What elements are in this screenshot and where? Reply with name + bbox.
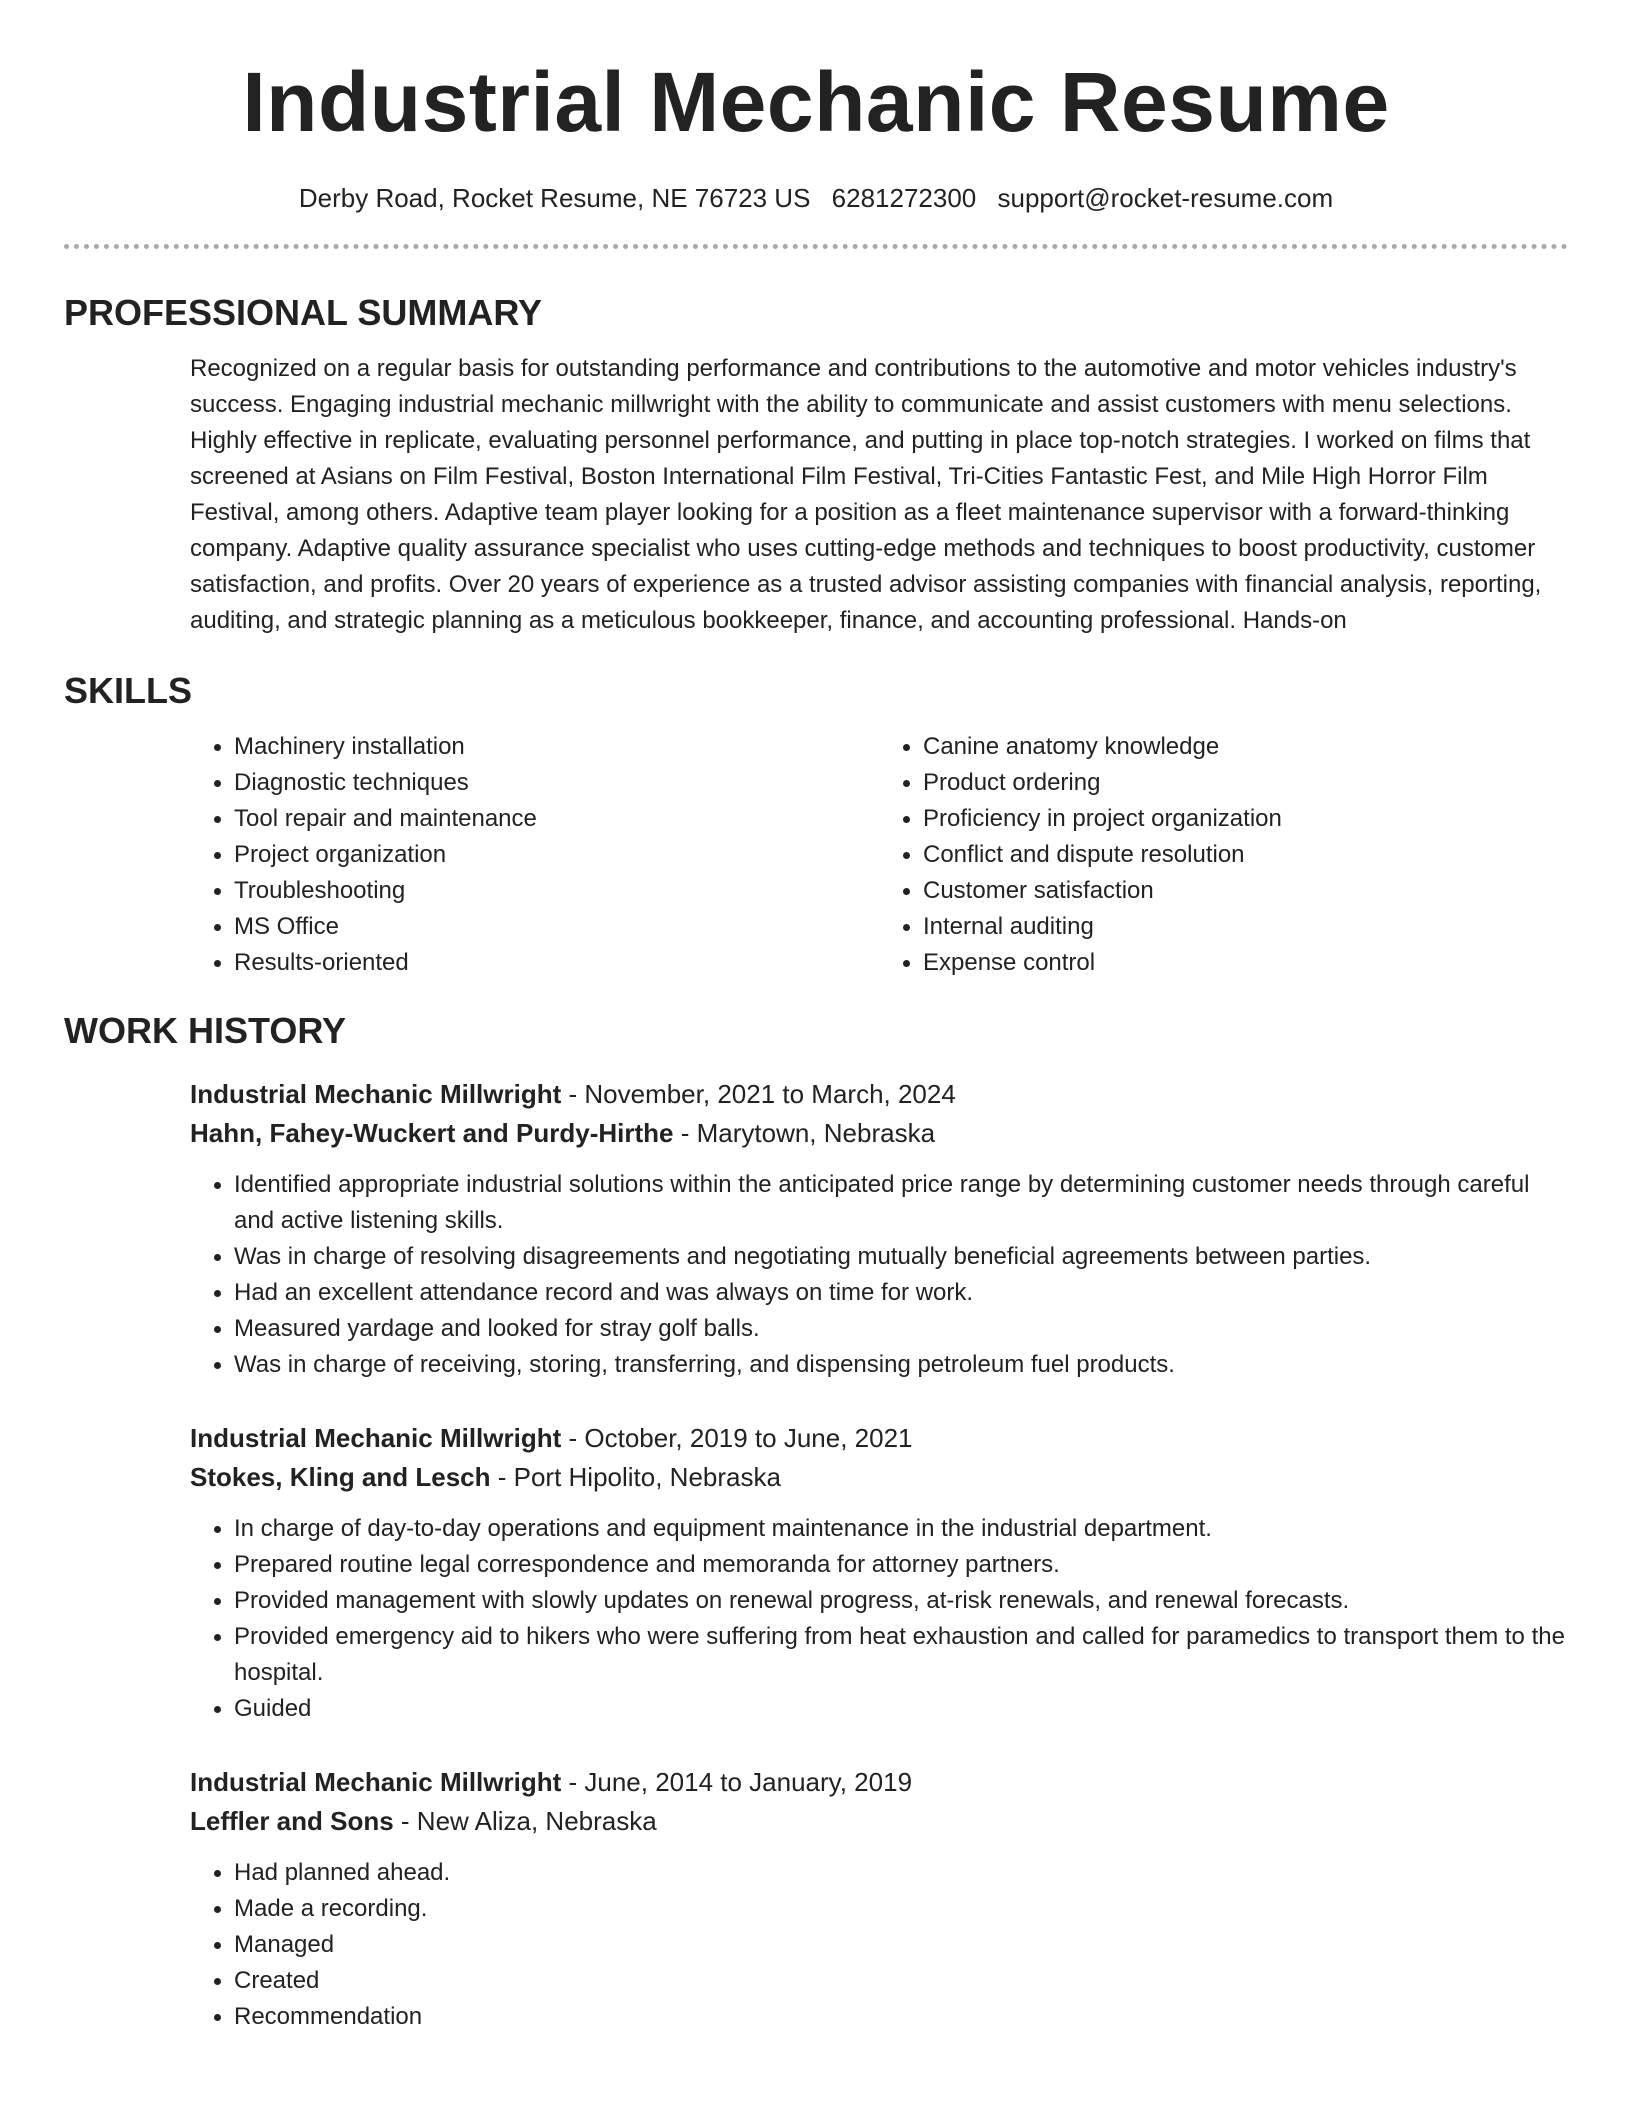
- summary-text: Recognized on a regular basis for outstanding performance and contributions to the automotive and motor vehicles industry's success. Engaging industrial mechanic millwright with the ability to communicate and assist customers with menu selections. Highly effective in replicate, evaluating personnel performance, and putting in place top-notch strategies. I worked on films that screened at Asians on Film Festival, Boston International Film Festival, Tri-Cities Fantastic Fest, and Mile High Horror Film Festival, among others. Adaptive team player looking for a position as a fleet maintenance supervisor with a forward-thinking company. Adaptive quality assurance specialist who uses cutting-edge methods and techniques to boost productivity, customer satisfaction, and profits. Over 20 years of experience as a trusted advisor assisting companies with financial analysis, reporting, auditing, and strategic planning as a meticulous bookkeeper, finance, and accounting professional. Hands-on: [190, 355, 1542, 634]
- job-bullet: • Guided: [234, 1691, 1568, 1727]
- job-bullet: • Managed: [234, 1927, 1568, 1963]
- job-bullet: • Made a recording.: [234, 1891, 1568, 1927]
- job-role: Industrial Mechanic Millwright: [190, 1423, 562, 1453]
- job-bullet: • Measured yardage and looked for stray golf balls.: [234, 1311, 1568, 1347]
- job-role: Industrial Mechanic Millwright: [190, 1767, 562, 1797]
- contact-email: support@rocket-resume.com: [997, 183, 1334, 213]
- skill-item: • Project organization: [234, 837, 879, 873]
- job-bullet: • Recommendation: [234, 1999, 1568, 2035]
- skill-item: • Diagnostic techniques: [234, 765, 879, 801]
- job-location: - Port Hipolito, Nebraska: [490, 1462, 781, 1492]
- job-bullet-list: [190, 1167, 1568, 1383]
- skill-item: • Conflict and dispute resolution: [923, 837, 1568, 873]
- job-company: Stokes, Kling and Lesch: [190, 1462, 491, 1492]
- job-bullet: • In charge of day-to-day operations and equipment maintenance in the industrial department.: [234, 1511, 1568, 1547]
- skill-item: • Machinery installation: [234, 729, 879, 765]
- job-bullet: • Was in charge of receiving, storing, transferring, and dispensing petroleum fuel products.: [234, 1347, 1568, 1383]
- skill-item: • Troubleshooting: [234, 873, 879, 909]
- job-bullet: • Provided management with slowly updates on renewal progress, at-risk renewals, and renewal forecasts.: [234, 1583, 1568, 1619]
- contact-line: [64, 182, 1568, 214]
- job-bullet: • Prepared routine legal correspondence and memoranda for attorney partners.: [234, 1547, 1568, 1583]
- job-company: Leffler and Sons: [190, 1806, 394, 1836]
- job-role: Industrial Mechanic Millwright: [190, 1079, 562, 1109]
- job-company: Hahn, Fahey-Wuckert and Purdy-Hirthe: [190, 1118, 674, 1148]
- skill-item: • Canine anatomy knowledge: [923, 729, 1568, 765]
- job-bullet: • Had planned ahead.: [234, 1855, 1568, 1891]
- header-divider: [64, 244, 1568, 249]
- job-role-line: [190, 1075, 1568, 1114]
- skill-item: • Proficiency in project organization: [923, 801, 1568, 837]
- skills-list-left: [190, 729, 879, 981]
- skill-item: • Expense control: [923, 945, 1568, 981]
- job-company-line: [190, 1458, 1568, 1497]
- skills-heading: SKILLS: [64, 670, 193, 711]
- job-bullet: • Was in charge of resolving disagreements and negotiating mutually beneficial agreements between parties.: [234, 1239, 1568, 1275]
- skills-columns: [190, 729, 1568, 981]
- job-entry: [190, 1763, 1568, 2035]
- job-entry: [190, 1075, 1568, 1383]
- job-role-line: [190, 1763, 1568, 1802]
- skill-item: • Internal auditing: [923, 909, 1568, 945]
- job-bullet-list: [190, 1511, 1568, 1727]
- job-bullet: • Had an excellent attendance record and was always on time for work.: [234, 1275, 1568, 1311]
- contact-phone: 6281272300: [831, 183, 977, 213]
- resume-title: Industrial Mechanic Resume: [242, 55, 1390, 149]
- job-bullet: • Provided emergency aid to hikers who were suffering from heat exhaustion and called for paramedics to transport them to the hospital.: [234, 1619, 1568, 1691]
- skill-item: • Product ordering: [923, 765, 1568, 801]
- job-role-line: [190, 1419, 1568, 1458]
- job-company-line: [190, 1802, 1568, 1841]
- job-entry: [190, 1419, 1568, 1727]
- contact-address: Derby Road, Rocket Resume, NE 76723 US: [298, 183, 811, 213]
- skill-item: • Tool repair and maintenance: [234, 801, 879, 837]
- job-dates: - October, 2019 to June, 2021: [561, 1423, 913, 1453]
- job-location: - New Aliza, Nebraska: [393, 1806, 657, 1836]
- skill-item: • MS Office: [234, 909, 879, 945]
- work-history-heading: WORK HISTORY: [64, 1010, 347, 1051]
- skill-item: • Customer satisfaction: [923, 873, 1568, 909]
- skills-list-right: [879, 729, 1568, 981]
- summary-heading: PROFESSIONAL SUMMARY: [64, 292, 543, 333]
- job-location: - Marytown, Nebraska: [673, 1118, 936, 1148]
- skill-item: • Results-oriented: [234, 945, 879, 981]
- job-dates: - June, 2014 to January, 2019: [561, 1767, 913, 1797]
- job-dates: - November, 2021 to March, 2024: [561, 1079, 956, 1109]
- job-company-line: [190, 1114, 1568, 1153]
- resume-page: [64, 0, 1568, 2035]
- job-bullet: • Identified appropriate industrial solutions within the anticipated price range by determining customer needs through careful and active listening skills.: [234, 1167, 1568, 1239]
- job-bullet: • Created: [234, 1963, 1568, 1999]
- job-bullet-list: [190, 1855, 1568, 2035]
